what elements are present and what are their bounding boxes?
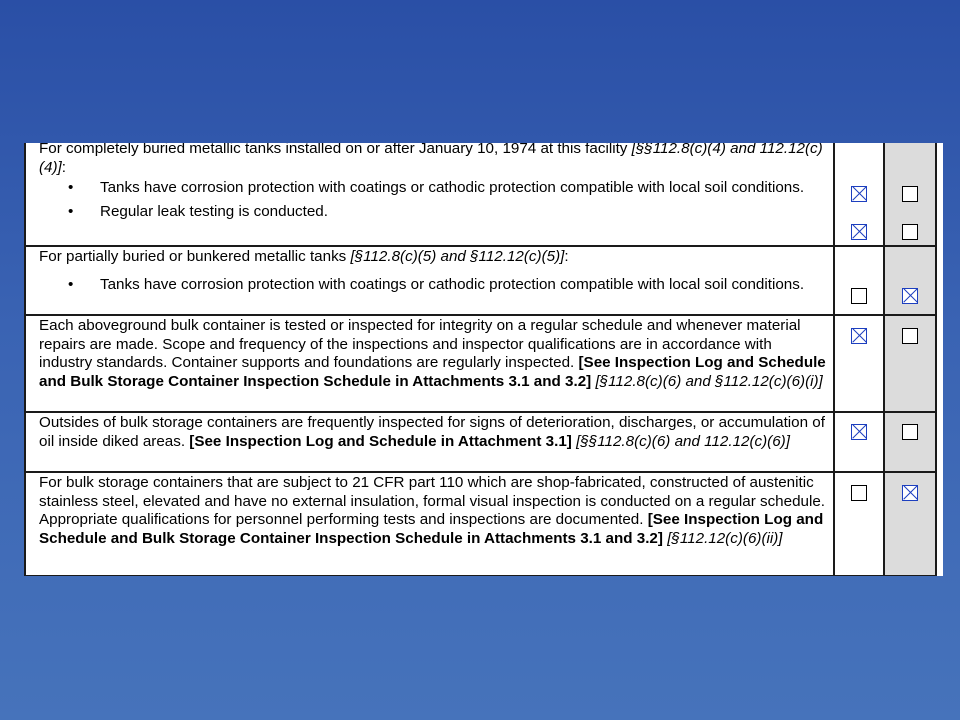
list-item: • Tanks have corrosion protection with coatings or cathodic protection compatible with local soil conditions.: [40, 179, 829, 198]
yes-column-cell: [834, 246, 884, 315]
no-checkbox[interactable]: [902, 328, 918, 344]
requirement-cell: Each aboveground bulk container is tested or inspected for integrity on a regular schedule and whenever material repairs are made. Scope and frequency of the inspections and inspector qualifications are in accordance with industry standards. Container supports and foundations are regularly inspected. [See Inspection Log and Schedule and Bulk Storage Container Inspection Schedule in Attachments 3.1 and 3.2] [§112.8(c)(6) and §112.12(c)(6)(i)]: [25, 315, 834, 412]
table-row: [25, 412, 936, 472]
yes-checkbox[interactable]: [851, 186, 867, 202]
no-column-cell: [884, 472, 936, 576]
document-image: [24, 143, 943, 576]
requirement-cell: For bulk storage containers that are subject to 21 CFR part 110 which are shop-fabricated, constructed of austenitic stainless steel, elevated and have no external insulation, formal visual inspection is conducted on a regular schedule. Appropriate qualifications for personnel performing tests and inspections are documented. [See Inspection Log and Schedule and Bulk Storage Container Inspection Schedule in Attachments 3.1 and 3.2] [§112.12(c)(6)(ii)]: [25, 472, 834, 576]
table-row: [25, 143, 936, 246]
yes-column-cell: [834, 412, 884, 472]
checklist-table: [24, 143, 937, 576]
no-column-cell: [884, 246, 936, 315]
no-checkbox[interactable]: [902, 288, 918, 304]
yes-checkbox[interactable]: [851, 485, 867, 501]
list-item: • Regular leak testing is conducted.: [40, 203, 829, 222]
bullet-list: [40, 179, 829, 221]
yes-checkbox[interactable]: [851, 424, 867, 440]
requirement-cell: For completely buried metallic tanks installed on or after January 10, 1974 at this facility [§§112.8(c)(4) and 112.12(c)(4)]: • Tanks have corrosion protection with coatings or cathodic protection compatible with local soil conditions. • Regular leak testing is conducted.: [25, 143, 834, 243]
requirement-cell: Outsides of bulk storage containers are frequently inspected for signs of deterioration, discharges, or accumulation of oil inside diked areas. [See Inspection Log and Schedule in Attachment 3.1] [§§112.8(c)(6) and 112.12(c)(6)]: [25, 412, 834, 472]
table-row: [25, 246, 936, 315]
yes-checkbox[interactable]: [851, 328, 867, 344]
no-column-cell: [884, 143, 936, 246]
no-checkbox[interactable]: [902, 224, 918, 240]
no-column-cell: [884, 315, 936, 412]
table-row: [25, 315, 936, 412]
requirement-cell: For partially buried or bunkered metallic tanks [§112.8(c)(5) and §112.12(c)(5)]: • Tanks have corrosion protection with coatings or cathodic protection compatible with local soil conditions.: [25, 246, 834, 315]
no-checkbox[interactable]: [902, 186, 918, 202]
no-checkbox[interactable]: [902, 424, 918, 440]
table-row: [25, 472, 936, 576]
yes-column-cell: [834, 143, 884, 246]
yes-checkbox[interactable]: [851, 288, 867, 304]
list-item: • Tanks have corrosion protection with coatings or cathodic protection compatible with local soil conditions.: [40, 276, 829, 295]
yes-column-cell: [834, 315, 884, 412]
no-column-cell: [884, 412, 936, 472]
no-checkbox[interactable]: [902, 485, 918, 501]
bullet-list: [40, 276, 829, 295]
yes-column-cell: [834, 472, 884, 576]
yes-checkbox[interactable]: [851, 224, 867, 240]
